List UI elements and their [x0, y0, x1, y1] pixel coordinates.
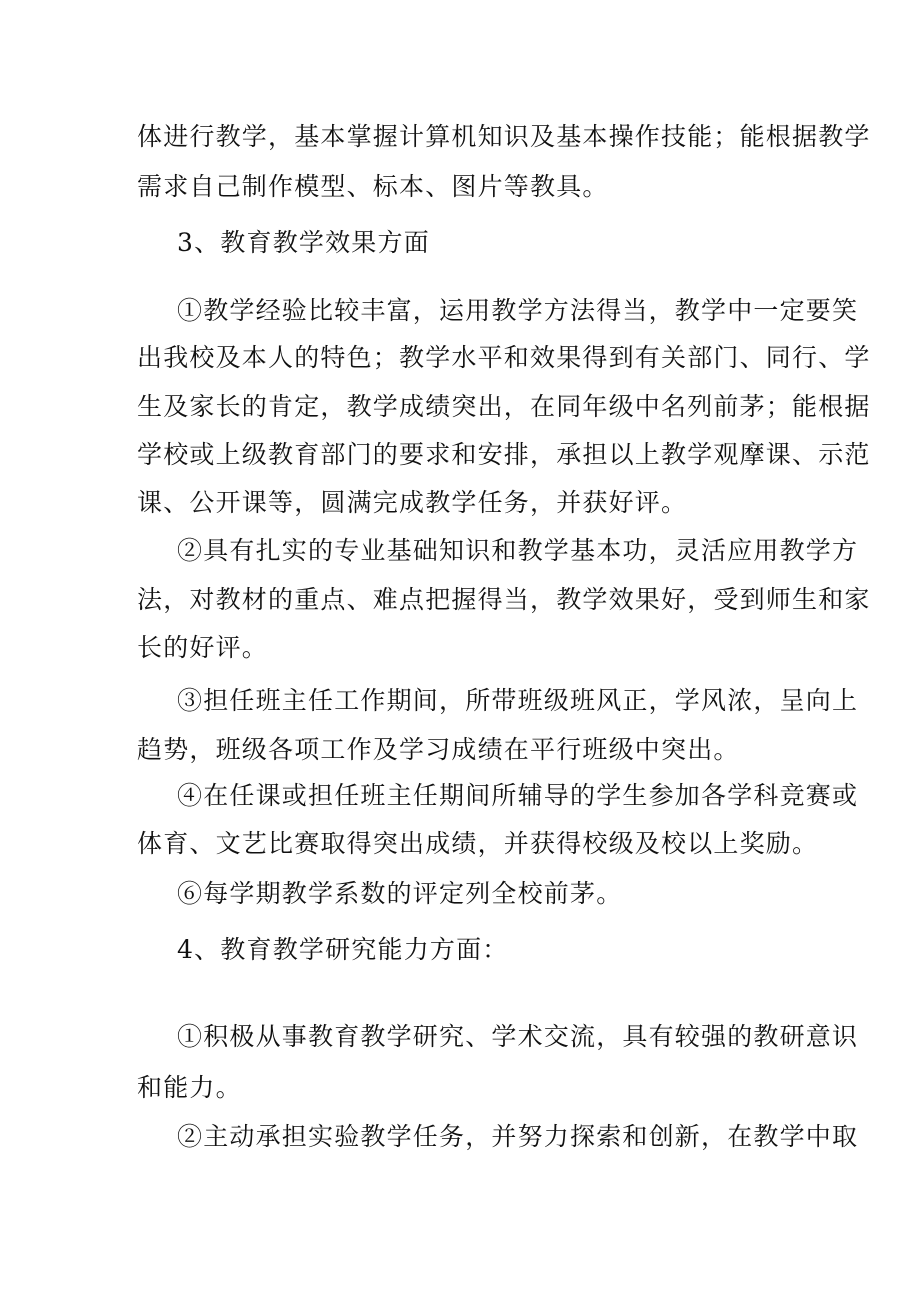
paragraph-line: 体育、文艺比赛取得突出成绩，并获得校级及校以上奖励。: [137, 829, 819, 858]
paragraph-line: ②具有扎实的专业基础知识和教学基本功，灵活应用教学方: [177, 536, 859, 565]
paragraph-line: 学校或上级教育部门的要求和安排，承担以上教学观摩课、示范: [137, 440, 871, 469]
paragraph-line: 长的好评。: [137, 633, 269, 662]
paragraph-line: ①积极从事教育教学研究、学术交流，具有较强的教研意识: [177, 1022, 859, 1051]
paragraph-line: ①教学经验比较丰富，运用教学方法得当，教学中一定要笑: [177, 296, 859, 325]
paragraph-line: 生及家长的肯定，教学成绩突出，在同年级中名列前茅；能根据: [137, 392, 871, 421]
paragraph-line: 需求自己制作模型、标本、图片等教具。: [137, 172, 609, 201]
paragraph-line: ③担任班主任工作期间，所带班级班风正，学风浓，呈向上: [177, 686, 859, 715]
section-heading: 3、教育教学效果方面: [177, 228, 430, 257]
paragraph-line: 出我校及本人的特色；教学水平和效果得到有关部门、同行、学: [137, 343, 871, 372]
paragraph-line: 法，对教材的重点、难点把握得当，教学效果好，受到师生和家: [137, 585, 871, 614]
paragraph-line: 和能力。: [137, 1073, 242, 1102]
paragraph-line: ②主动承担实验教学任务，并努力探索和创新，在教学中取: [177, 1122, 859, 1151]
section-heading: 4、教育教学研究能力方面：: [177, 935, 509, 964]
paragraph-line: 体进行教学，基本掌握计算机知识及基本操作技能；能根据教学: [137, 122, 871, 151]
paragraph-line: ④在任课或担任班主任期间所辅导的学生参加各学科竞赛或: [177, 781, 859, 810]
paragraph-line: ⑥每学期教学系数的评定列全校前茅。: [177, 879, 623, 908]
paragraph-line: 课、公开课等，圆满完成教学任务，并获好评。: [137, 488, 688, 517]
paragraph-line: 趋势，班级各项工作及学习成绩在平行班级中突出。: [137, 735, 740, 764]
